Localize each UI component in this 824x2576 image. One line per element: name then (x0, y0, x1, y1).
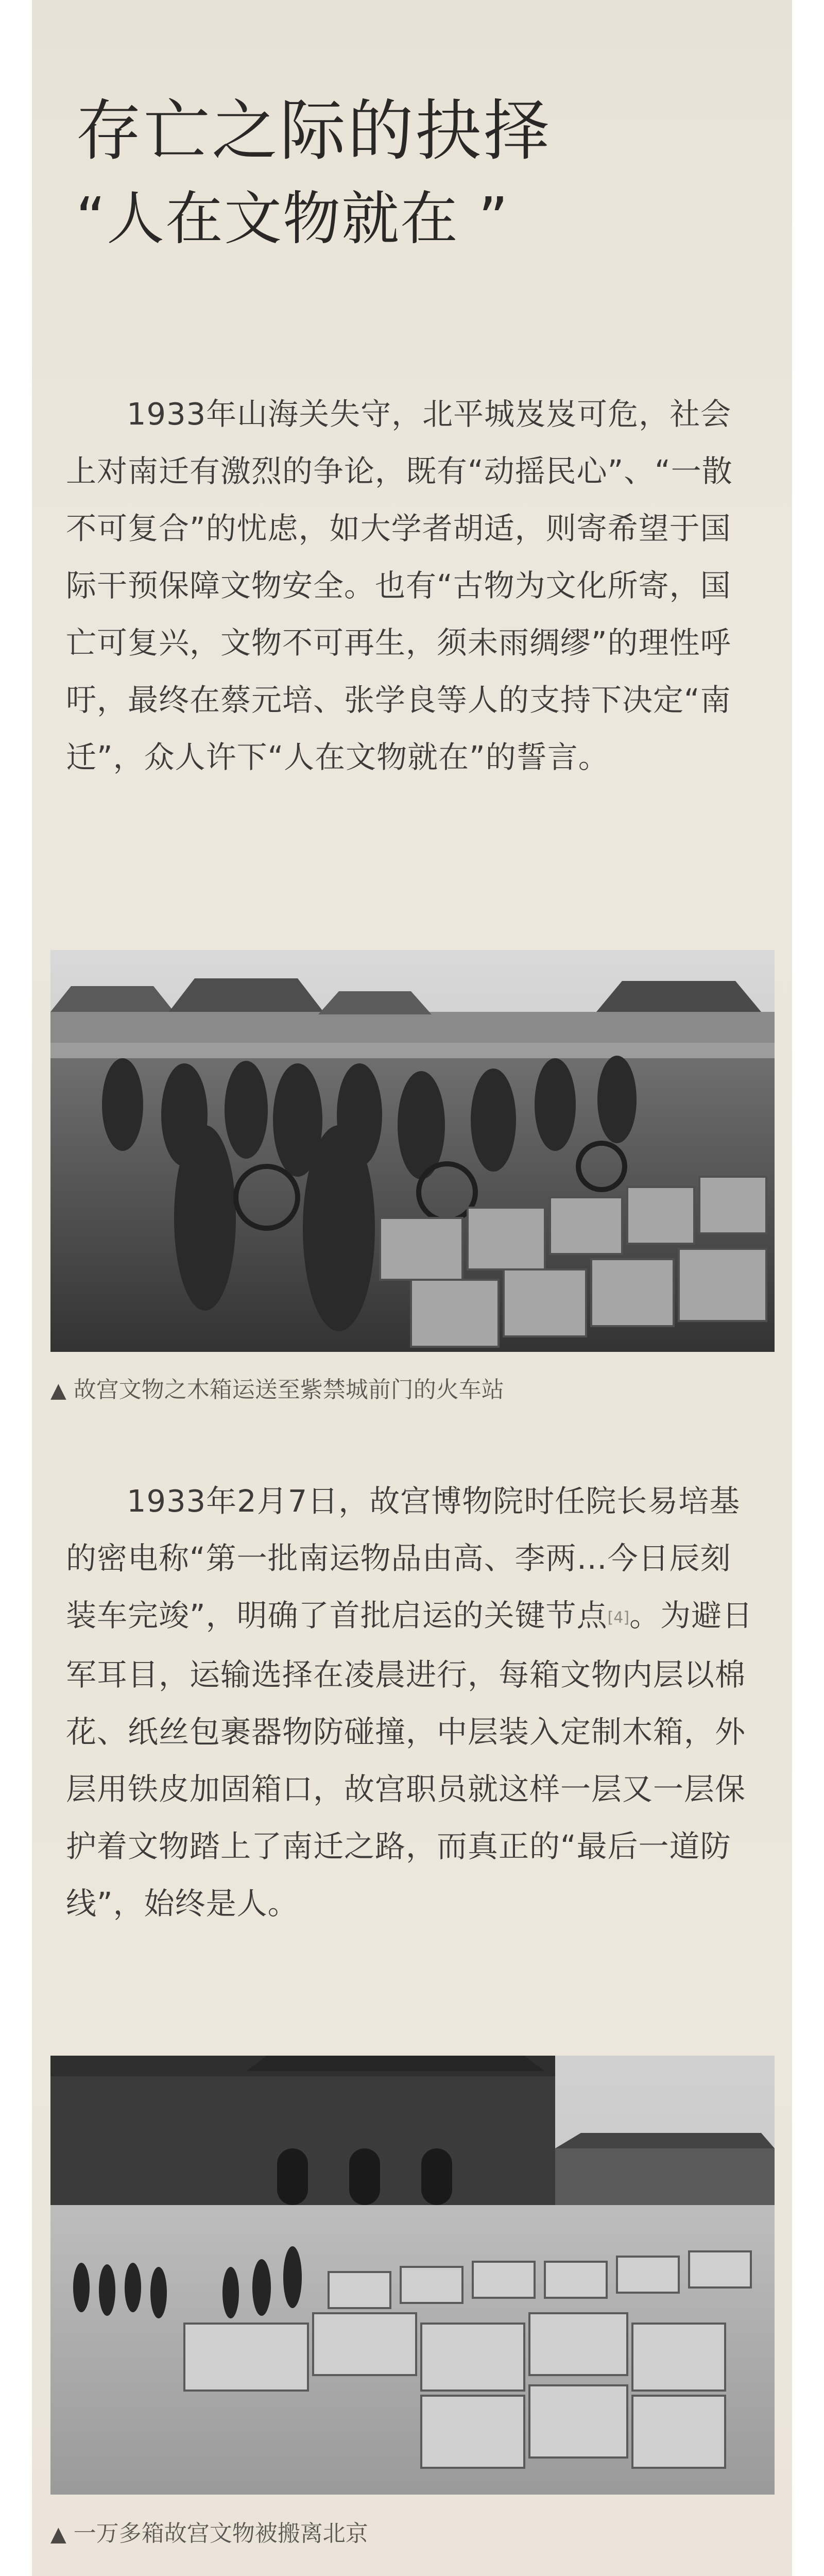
paragraph-2 (66, 1472, 761, 1932)
caption-photo-1 (50, 1375, 504, 1406)
photo-crates-leaving-beijing-image (50, 2056, 775, 2495)
article-title (76, 90, 745, 255)
paragraph-1: 1933年山海关失守，北平城岌岌可危，社会上对南迁有激烈的争论，既有“动摇民心”、“一散不可复合”的忧虑，如大学者胡适，则寄希望于国际干预保障文物安全。也有“古物为文化所寄，国亡可复兴，文物不可再生，须未雨绸缪”的理性呼吁，最终在蔡元培、张学良等人的支持下决定“南迁”，众人许下“人在文物就在”的誓言。 (66, 396, 733, 775)
caption-photo-1-text: 故宫文物之木箱运送至紫禁城前门的火车站 (73, 1377, 504, 1403)
caption-photo-2-text: 一万多箱故宫文物被搬离北京 (73, 2520, 368, 2547)
caption-photo-2 (50, 2518, 368, 2550)
title-quote: “人在文物就在 ” (76, 185, 509, 252)
photo-crates-leaving-beijing (50, 2056, 775, 2495)
citation-ref: [4] (607, 1608, 630, 1627)
article-page (32, 0, 792, 2576)
paragraph-2-text-b: 。为避日军耳目，运输选择在凌晨进行，每箱文物内层以棉花、纸丝包裹器物防碰撞，中层装入定制木箱，外层用铁皮加固箱口，故宫职员就这样一层又一层保护着文物踏上了南迁之路，而真正的“最后一道防线”，始终是人。 (66, 1598, 753, 1922)
paragraph-2-text-a: 1933年2月7日，故宫博物院时任院长易培基的密电称“第一批南运物品由高、李两…今日辰刻装车完竣”，明确了首批启运的关键节点 (66, 1483, 741, 1633)
photo-crates-at-station (50, 950, 775, 1352)
title-main: 存亡之际的抉择 (76, 93, 552, 170)
photo-crates-at-station-image (50, 950, 775, 1352)
triangle-marker-icon: ▲ (50, 2522, 66, 2546)
triangle-marker-icon: ▲ (50, 1379, 66, 1402)
